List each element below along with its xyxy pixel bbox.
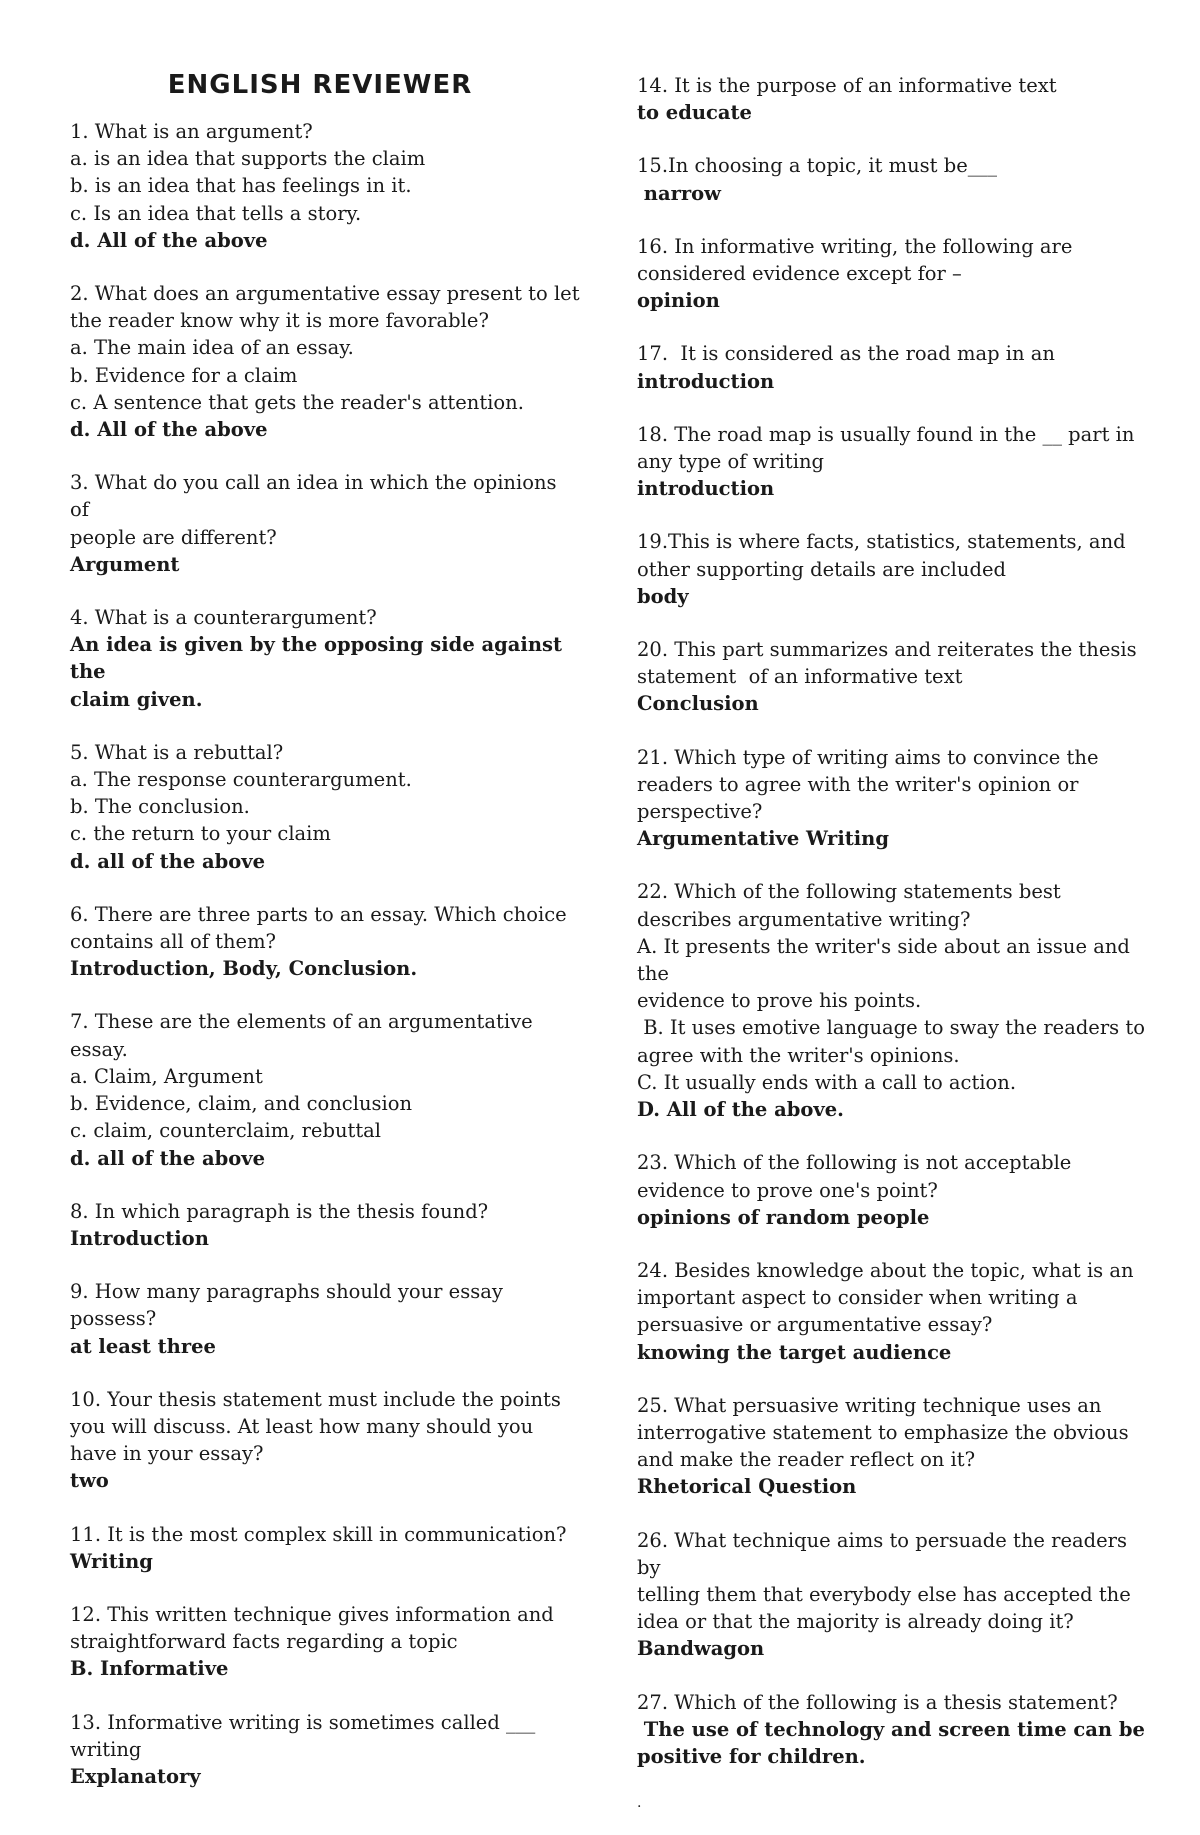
answer-text: at least three [70,1334,216,1358]
question-item [637,233,1147,315]
question-item [637,1257,1147,1366]
question-text: b. is an idea that has feelings in it. [70,174,412,198]
question-text: 9. How many paragraphs should your essay [70,1280,503,1304]
answer-text: Introduction, Body, Conclusion. [70,957,418,981]
question-item [70,1709,580,1791]
answer-text: to educate [637,101,752,125]
question-text: 5. What is a rebuttal? [70,740,284,764]
question-text: c. A sentence that gets the reader's attention. [70,390,524,414]
question-text: contains all of them? [70,930,277,954]
question-item [70,1278,580,1360]
question-text: telling them that everybody else has accepted the [637,1582,1131,1606]
question-text: c. claim, counterclaim, rebuttal [70,1119,382,1143]
question-text: important aspect to consider when writing a [637,1286,1078,1310]
question-text: any type of writing [637,450,824,474]
answer-text: claim given. [70,687,203,711]
answer-text: Argumentative Writing [637,827,889,851]
question-item [637,1149,1147,1231]
question-text: c. the return to your claim [70,822,331,846]
question-text: 1. What is an argument? [70,120,313,143]
question-text: 24. Besides knowledge about the topic, what is an [637,1258,1134,1282]
answer-text: Bandwagon [637,1637,765,1661]
question-item [637,744,1147,853]
question-text: 23. Which of the following is not acceptable [637,1151,1072,1175]
question-item [70,469,580,578]
question-item [70,1198,580,1252]
question-text: possess? [70,1307,157,1331]
answer-text: Rhetorical Question [637,1475,857,1499]
question-text: 7. These are the elements of an argumentative [70,1010,533,1034]
answer-text: introduction [637,369,775,393]
question-text: readers to agree with the writer's opinion or [637,772,1079,796]
question-text: 18. The road map is usually found in the __ part in [637,422,1135,446]
answer-text: body [637,584,689,608]
question-text: b. The conclusion. [70,795,250,819]
question-text: a. The response counterargument. [70,768,412,792]
answer-text: d. all of the above [70,849,266,873]
question-text: 10. Your thesis statement must include the points [70,1387,561,1411]
question-text: c. Is an idea that tells a story. [70,201,362,225]
question-text: 15.In choosing a topic, it must be___ [637,154,997,178]
question-text: 25. What persuasive writing technique uses an [637,1393,1102,1417]
question-item [70,1521,580,1575]
question-item [70,118,580,254]
right-column [637,72,1147,1810]
question-text: persuasive or argumentative essay? [637,1313,993,1337]
question-text: C. It usually ends with a call to action. [637,1070,1017,1094]
trailing-mark: . [637,1795,642,1812]
question-text: writing [70,1737,142,1761]
right-question-list [637,72,1147,1770]
question-text: statement of an informative text [637,665,963,689]
answer-text: Conclusion [637,692,759,716]
question-text: idea or that the majority is already doing it? [637,1610,1074,1634]
question-text: straightforward facts regarding a topic [70,1630,458,1654]
question-text: 11. It is the most complex skill in communication? [70,1522,567,1546]
question-item [70,280,580,443]
question-text: 20. This part summarizes and reiterates the thesis [637,638,1137,662]
question-text: 12. This written technique gives information and [70,1602,554,1626]
answer-text: Introduction [70,1226,209,1250]
question-text: 3. What do you call an idea in which the opinions of [70,471,563,522]
question-item [637,72,1147,126]
question-text: essay. [70,1037,128,1061]
question-item [637,1527,1147,1663]
question-text: agree with the writer's opinions. [637,1043,960,1067]
answer-text: introduction [637,477,775,501]
question-text: b. Evidence for a claim [70,363,298,387]
question-text: B. It uses emotive language to sway the readers to [637,1016,1145,1040]
question-text: b. Evidence, claim, and conclusion [70,1092,413,1116]
question-text: evidence to prove one's point? [637,1178,938,1202]
question-text: a. Claim, Argument [70,1064,263,1088]
question-text: considered evidence except for – [637,262,962,286]
question-text: describes argumentative writing? [637,907,971,931]
question-item [70,1386,580,1495]
question-text: 14. It is the purpose of an informative text [637,74,1057,97]
question-item [637,528,1147,610]
page-title: ENGLISH REVIEWER [167,70,473,100]
question-text: 27. Which of the following is a thesis statement? [637,1690,1118,1714]
question-text: you will discuss. At least how many should you [70,1414,534,1438]
question-item [637,340,1147,394]
question-item [637,878,1147,1123]
answer-text: D. All of the above. [637,1098,844,1122]
answer-text: opinions of random people [637,1205,930,1229]
question-text: interrogative statement to emphasize the obvious [637,1420,1129,1444]
question-text: evidence to prove his points. [637,989,922,1013]
question-text: other supporting details are included [637,557,1006,581]
answer-text: knowing the target audience [637,1340,952,1364]
question-item [70,604,580,713]
question-text: and make the reader reflect on it? [637,1448,976,1472]
question-item [70,1008,580,1171]
answer-text: Argument [70,552,180,576]
question-text: 22. Which of the following statements best [637,880,1061,904]
question-text: 8. In which paragraph is the thesis found? [70,1199,489,1223]
question-text: 13. Informative writing is sometimes called ___ [70,1710,536,1734]
question-item [637,1689,1147,1771]
answer-text: opinion [637,289,720,313]
question-text: 4. What is a counterargument? [70,606,377,630]
question-text: 19.This is where facts, statistics, statements, and [637,530,1126,554]
question-item [637,1392,1147,1501]
question-text: the reader know why it is more favorable? [70,309,489,333]
left-question-list [70,118,580,1790]
question-text: 26. What technique aims to persuade the readers by [637,1528,1134,1579]
question-text: 21. Which type of writing aims to convince the [637,745,1099,769]
question-text: A. It presents the writer's side about an issue and the [637,934,1137,986]
answer-text: d. All of the above [70,228,268,252]
question-text: 2. What does an argumentative essay present to let [70,282,580,306]
answer-text: B. Informative [70,1657,229,1681]
question-text: a. The main idea of an essay. [70,336,354,360]
question-text: a. is an idea that supports the claim [70,147,426,171]
answer-text: narrow [637,181,721,205]
answer-text: two [70,1469,109,1493]
answer-text: d. All of the above [70,418,268,442]
answer-text: An idea is given by the opposing side against the [70,633,569,684]
answer-text: positive for children. [637,1744,866,1768]
answer-text: d. all of the above [70,1146,266,1170]
question-item [637,421,1147,503]
answer-text: The use of technology and screen time can be [637,1717,1145,1741]
question-text: people are different? [70,525,277,549]
question-item [637,152,1147,206]
question-text: perspective? [637,800,763,824]
question-item [70,739,580,875]
question-text: 6. There are three parts to an essay. Which choice [70,902,567,926]
question-item [70,901,580,983]
answer-text: Explanatory [70,1764,201,1788]
question-text: have in your essay? [70,1442,264,1466]
question-item [70,1601,580,1683]
left-column [70,68,580,1816]
question-item [637,636,1147,718]
question-text: 16. In informative writing, the following are [637,234,1073,258]
question-text: 17. It is considered as the road map in an [637,342,1055,366]
answer-text: Writing [70,1549,153,1573]
